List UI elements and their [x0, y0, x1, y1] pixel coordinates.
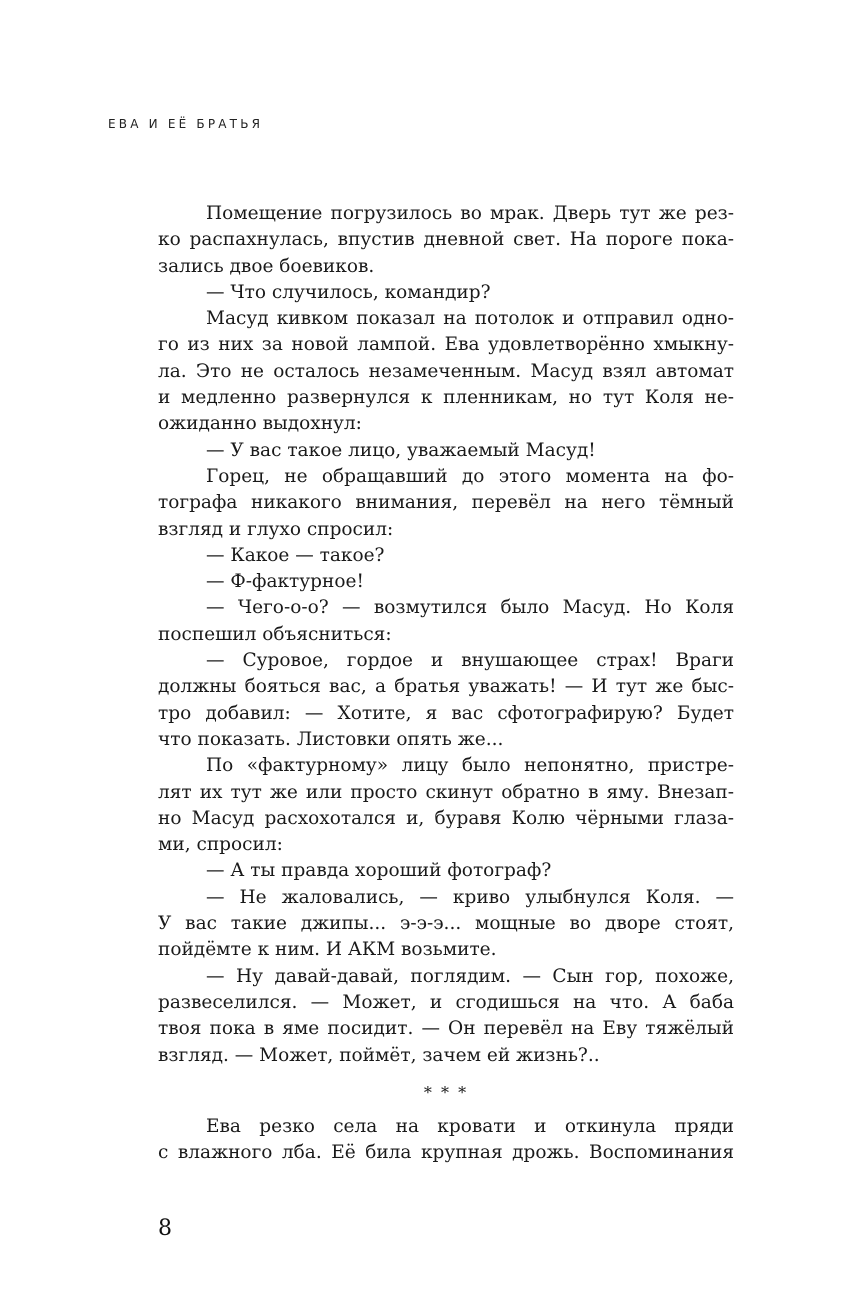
text-line: — У вас такое лицо, уважаемый Масуд! [206, 439, 596, 461]
text-line: твоя пока в яме посидит. — Он перевёл на Еву тяжёлый [158, 1018, 734, 1040]
text-line: должны бояться вас, а братья уважать! — И тут же быс- [158, 676, 734, 698]
text-line: — Какое — такое? [206, 544, 385, 566]
text-line: зались двое боевиков. [158, 255, 375, 277]
text-line: лят их тут же или просто скинут обратно в яму. Внезап- [158, 781, 734, 803]
text-line: что показать. Листовки опять же... [158, 728, 504, 750]
paragraphs-after-break [158, 1114, 734, 1167]
text-line: пойдёмте к ним. И АКМ возьмите. [158, 939, 497, 961]
running-header: ЕВА И ЕЁ БРАТЬЯ [108, 117, 264, 131]
text-line: — Что случилось, командир? [206, 281, 491, 303]
text-line: го из них за новой лампой. Ева удовлетворённо хмыкну- [158, 334, 734, 356]
text-line: взгляд и глухо спросил: [158, 518, 394, 540]
text-line: и медленно развернулся к пленникам, но тут Коля не- [158, 387, 734, 409]
text-line: взгляд. — Может, поймёт, зачем ей жизнь?.. [158, 1044, 600, 1066]
text-line: — Суровое, гордое и внушающее страх! Враги [206, 650, 734, 672]
text-line: У вас такие джипы... э-э-э... мощные во дворе стоят, [158, 913, 734, 935]
text-line: поспешил объясниться: [158, 623, 392, 645]
text-line: ми, спросил: [158, 834, 283, 856]
page-number: 8 [158, 1216, 172, 1241]
text-line: — Ну давай-давай, поглядим. — Сын гор, похоже, [206, 965, 734, 987]
text-line: Масуд кивком показал на потолок и отправил одно- [206, 308, 734, 330]
text-line: — Чего-о-о? — возмутился было Масуд. Но Коля [206, 597, 734, 619]
text-line: ко распахнулась, впустив дневной свет. На пороге пока- [158, 229, 734, 251]
text-line: с влажного лба. Её била крупная дрожь. Воспоминания [158, 1142, 734, 1164]
paragraphs-before-break [158, 201, 734, 1069]
section-break: * * * [423, 1082, 469, 1102]
text-line: — Не жаловались, — криво улыбнулся Коля. — [206, 886, 734, 908]
text-line: тро добавил: — Хотите, я вас сфотографирую? Будет [158, 702, 734, 724]
body-text [158, 201, 734, 1167]
text-line: ла. Это не осталось незамеченным. Масуд взял автомат [158, 360, 734, 382]
text-line: — Ф-фактурное! [206, 571, 364, 593]
text-line: тографа никакого внимания, перевёл на него тёмный [158, 492, 734, 514]
text-line: Горец, не обращавший до этого момента на фо- [206, 465, 734, 487]
text-line: ожиданно выдохнул: [158, 413, 362, 435]
text-line: но Масуд расхохотался и, буравя Колю чёрными глаза- [158, 807, 734, 829]
text-line: Помещение погрузилось во мрак. Дверь тут же рез- [206, 203, 734, 224]
text-line: Ева резко села на кровати и откинула пряди [206, 1116, 734, 1138]
text-line: По «фактурному» лицу было непонятно, пристре- [206, 755, 734, 777]
text-line: развеселился. — Может, и сгодишься на что. А баба [158, 991, 734, 1013]
text-line: — А ты правда хороший фотограф? [206, 860, 552, 882]
